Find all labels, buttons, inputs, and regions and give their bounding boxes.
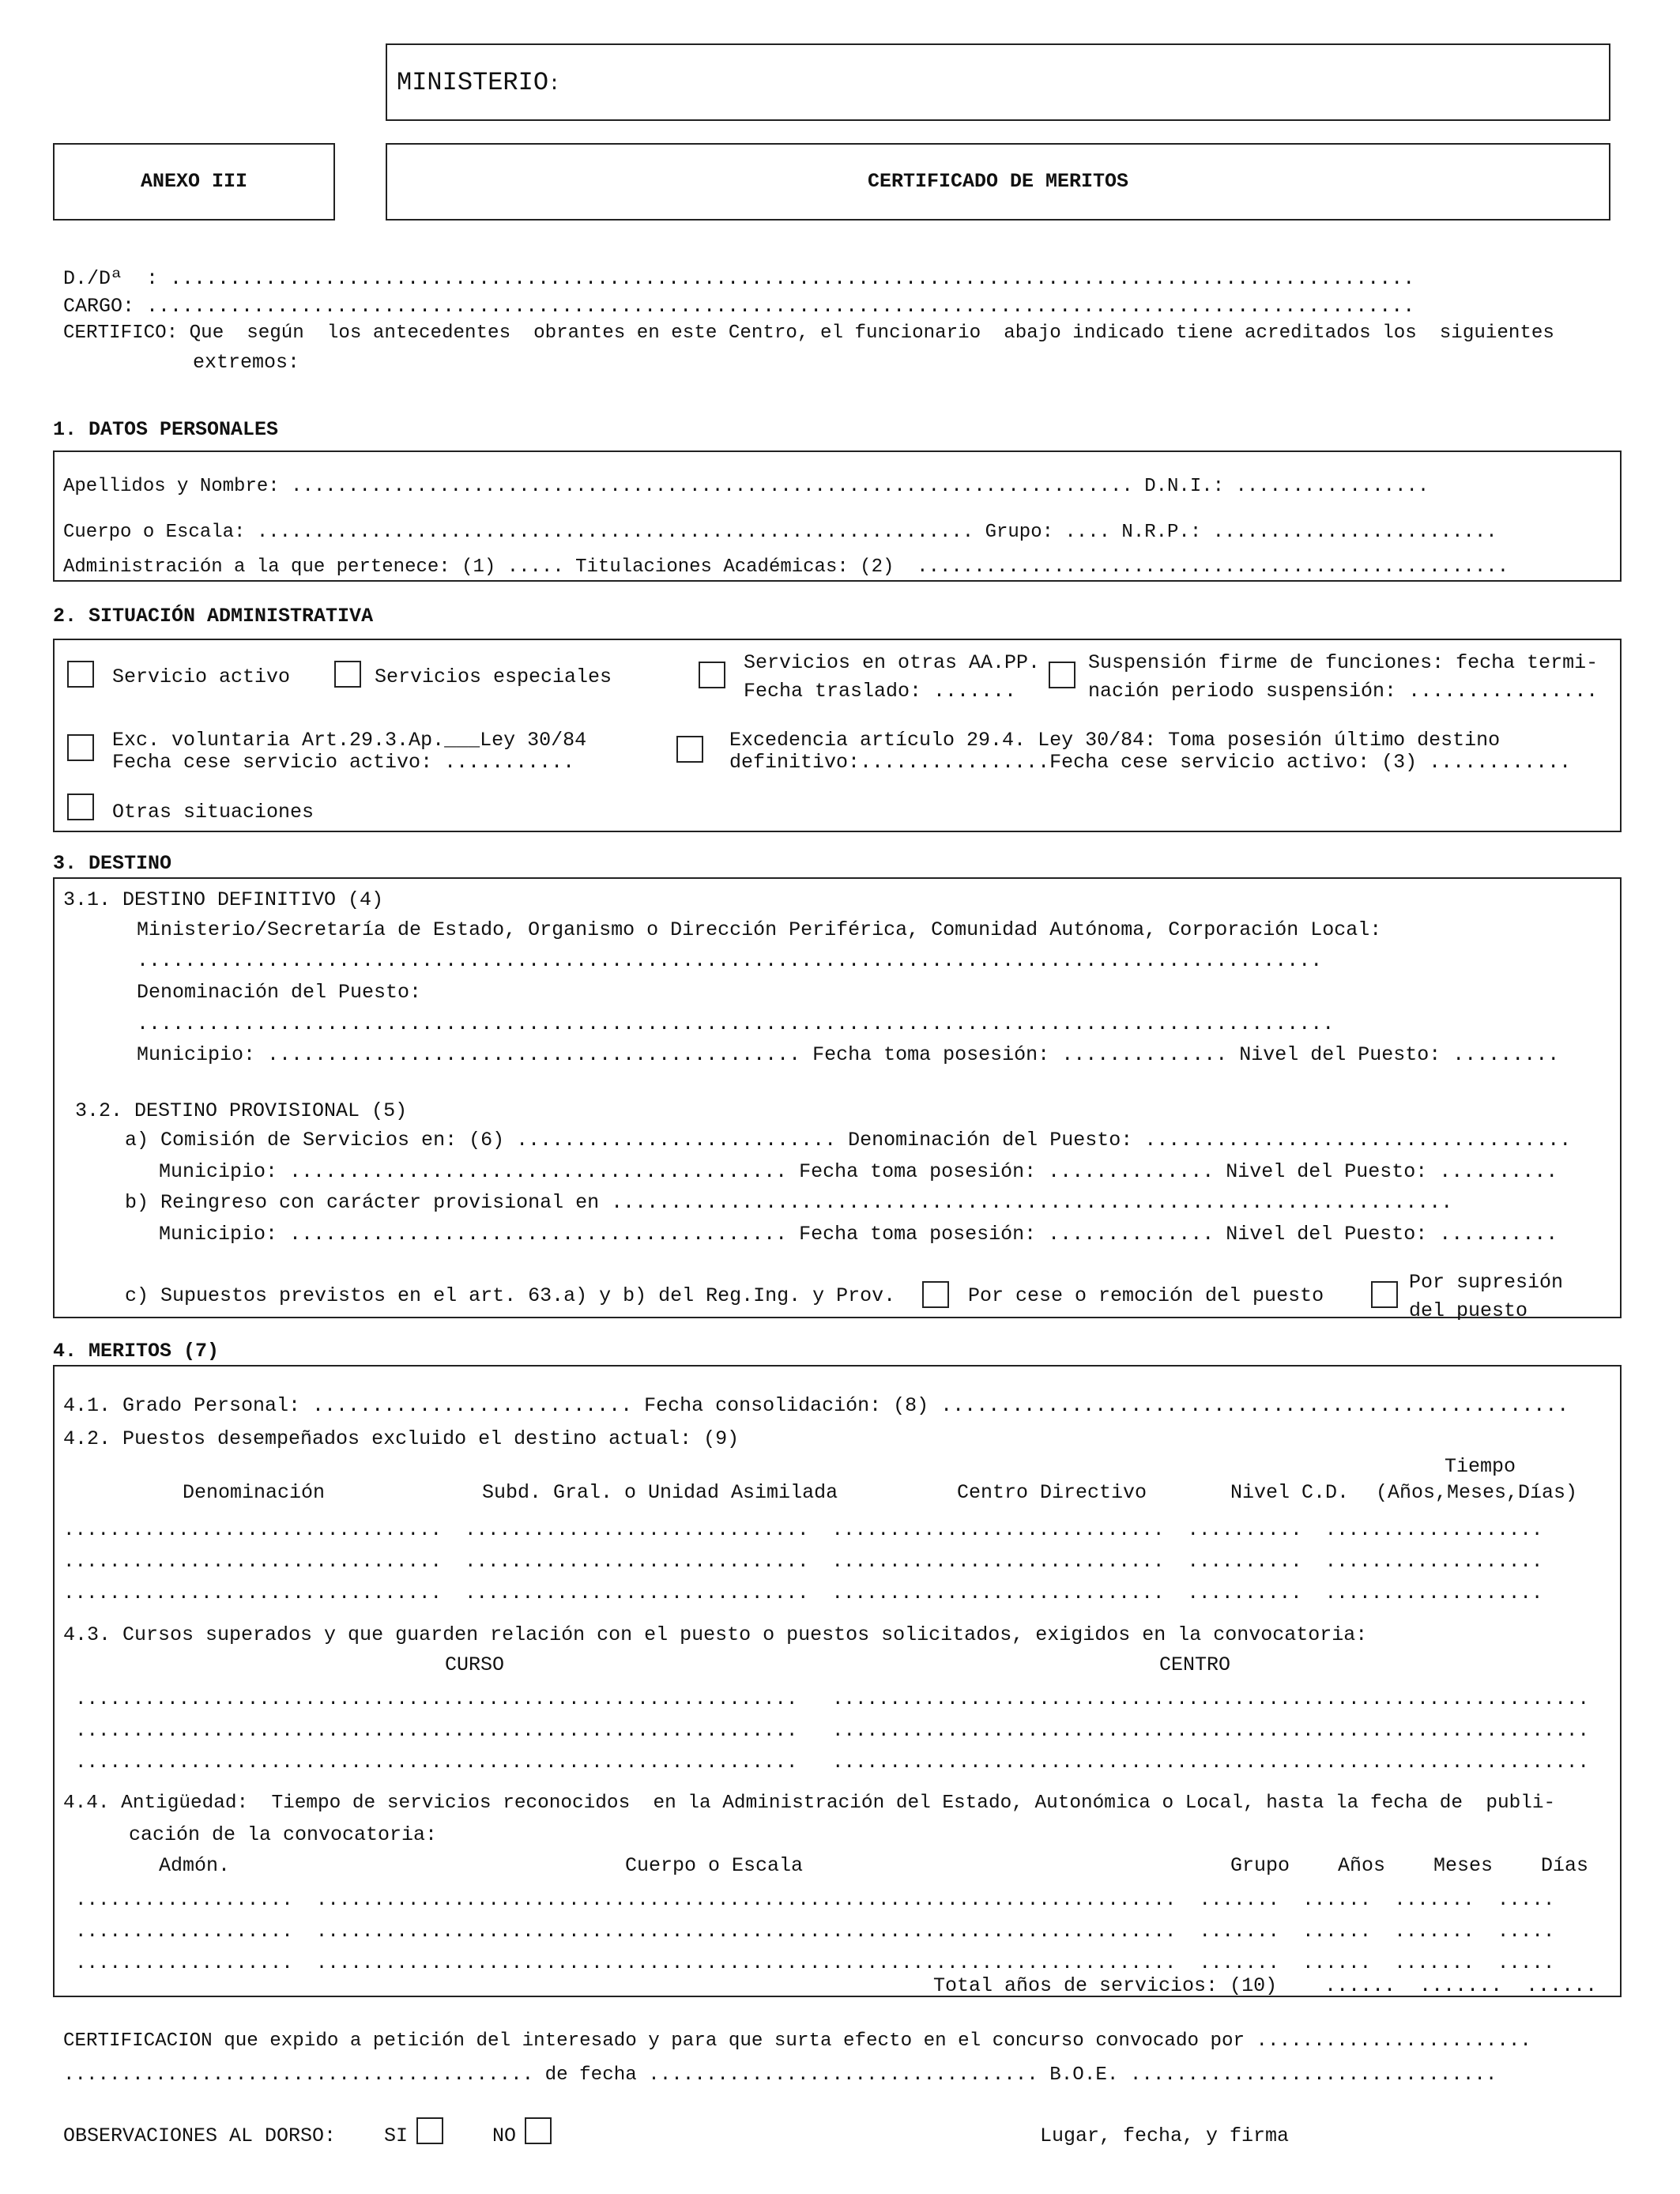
label-por-cese: Por cese o remoción del puesto [968, 1284, 1324, 1307]
anexo-box [53, 143, 335, 221]
title-box [386, 143, 1610, 221]
s3-prov-heading: 3.2. DESTINO PROVISIONAL (5) [75, 1099, 408, 1122]
checkbox-exc-voluntaria[interactable] [67, 734, 94, 761]
col-centro-directivo: Centro Directivo [957, 1481, 1147, 1504]
col-admon: Admón. [159, 1854, 231, 1877]
ministerio-box [386, 43, 1610, 121]
s2-box [53, 639, 1622, 832]
ministerio-label [397, 70, 560, 96]
label-suspension-1: Suspensión firme de funciones: fecha termi- [1088, 651, 1599, 674]
s4-cursos: 4.3. Cursos superados y que guarden relación con el puesto o puestos solicitados, exigidos en la convocatoria: [63, 1623, 1368, 1646]
certificacion-line-2: ......................................... de fecha .................................. B.O.E. ................................ [63, 2064, 1497, 2086]
no-label: NO [492, 2124, 517, 2147]
label-por-supresion-2: del puesto [1409, 1299, 1528, 1322]
dd-line: D./Dª : ......................................................................................................... [63, 267, 1415, 290]
anexo-label: ANEXO III [140, 170, 248, 193]
col-anos: Años [1338, 1854, 1386, 1877]
s1-cuerpo: Cuerpo o Escala: ............................................................... Grupo: .... N.R.P.: ......................... [63, 522, 1497, 543]
col-curso: CURSO [445, 1653, 505, 1676]
page-title: CERTIFICADO DE MERITOS [867, 170, 1129, 193]
s3-prov-a-muni: Municipio: .......................................... Fecha toma posesión: .............. Nivel del Puesto: .......... [159, 1160, 1558, 1183]
s3-def-denom: Denominación del Puesto: [137, 981, 422, 1004]
puestos-row-2: ................................. .............................. ............................. .......... ................... [63, 1551, 1543, 1573]
checkbox-servicio-activo[interactable] [67, 661, 94, 688]
s4-antiguedad-2: cación de la convocatoria: [129, 1823, 438, 1846]
s3-def-dots2: ..................................................................................................... [137, 1012, 1335, 1035]
s3-heading: 3. DESTINO [53, 852, 172, 875]
antig-row-2: ................... ........................................................................... ....... ...... ....... ..... [75, 1921, 1555, 1943]
col-centro-curso: CENTRO [1159, 1653, 1231, 1676]
checkbox-otras-aapp[interactable] [699, 662, 725, 688]
col-denominacion: Denominación [183, 1481, 326, 1504]
s3-def-heading: 3.1. DESTINO DEFINITIVO (4) [63, 888, 384, 911]
cursos-row-1: ............................................................... .................................................................. [75, 1689, 1589, 1710]
label-por-supresion-1: Por supresión [1409, 1271, 1564, 1294]
certifico-cont: extremos: [193, 351, 300, 374]
col-subd: Subd. Gral. o Unidad Asimilada [482, 1481, 838, 1504]
certifico-line: CERTIFICO: Que según los antecedentes obrantes en este Centro, el funcionario abajo indicado tiene acreditados los siguientes [63, 322, 1554, 344]
col-anios-meses-dias: (Años,Meses,Días) [1376, 1481, 1578, 1504]
ministerio-colon: : [548, 73, 561, 96]
s3-prov-b: b) Reingreso con carácter provisional en ....................................................................... [125, 1191, 1453, 1214]
total-anos-servicios: Total años de servicios: (10) ...... ....... ...... [933, 1974, 1598, 1997]
s2-heading: 2. SITUACIÓN ADMINISTRATIVA [53, 605, 374, 628]
col-tiempo: Tiempo [1445, 1455, 1516, 1478]
puestos-row-1: ................................. .............................. ............................. .......... ................... [63, 1520, 1543, 1541]
checkbox-por-supresion[interactable] [1371, 1281, 1398, 1308]
label-servicios-especiales: Servicios especiales [375, 665, 612, 688]
s1-administracion: Administración a la que pertenece: (1) ..... Titulaciones Académicas: (2) .................................................... [63, 556, 1509, 578]
checkbox-servicios-especiales[interactable] [334, 661, 361, 688]
label-excedencia-art-2: definitivo:................Fecha cese servicio activo: (3) ............ [729, 751, 1572, 774]
s4-box [53, 1365, 1622, 1997]
checkbox-suspension[interactable] [1049, 662, 1075, 688]
lugar-fecha-firma: Lugar, fecha, y firma [1040, 2124, 1290, 2147]
label-exc-voluntaria-1: Exc. voluntaria Art.29.3.Ap.___Ley 30/84 [112, 729, 587, 752]
s3-prov-c: c) Supuestos previstos en el art. 63.a) y b) del Reg.Ing. y Prov. [125, 1284, 896, 1307]
col-nivel: Nivel C.D. [1230, 1481, 1350, 1504]
label-excedencia-art-1: Excedencia artículo 29.4. Ley 30/84: Toma posesión último destino [729, 729, 1501, 752]
s4-antiguedad-1: 4.4. Antigüedad: Tiempo de servicios reconocidos en la Administración del Estado, Autonómica o Local, hasta la fecha de publi- [63, 1793, 1556, 1814]
label-suspension-2: nación periodo suspensión: ................ [1088, 680, 1599, 703]
certificacion-line-1: CERTIFICACION que expido a petición del interesado y para que surta efecto en el concurso convocado por ........................ [63, 2030, 1531, 2052]
s4-puestos: 4.2. Puestos desempeñados excluido el destino actual: (9) [63, 1427, 740, 1450]
label-otras-aapp-2: Fecha traslado: ....... [744, 680, 1017, 703]
col-grupo: Grupo [1230, 1854, 1290, 1877]
s3-def-org: Ministerio/Secretaría de Estado, Organismo o Dirección Periférica, Comunidad Autónoma, Corporación Local: [137, 918, 1382, 941]
s4-heading: 4. MERITOS (7) [53, 1340, 220, 1363]
ministerio-text: MINISTERIO [397, 68, 549, 97]
label-exc-voluntaria-2: Fecha cese servicio activo: ........... [112, 751, 575, 774]
observaciones-label: OBSERVACIONES AL DORSO: [63, 2124, 337, 2147]
checkbox-por-cese[interactable] [922, 1281, 949, 1308]
col-meses: Meses [1433, 1854, 1494, 1877]
antig-row-1: ................... ........................................................................... ....... ...... ....... ..... [75, 1890, 1555, 1911]
s3-prov-a: a) Comisión de Servicios en: (6) ........................... Denominación del Puesto: .................................... [125, 1129, 1572, 1152]
checkbox-otras-situaciones[interactable] [67, 794, 94, 820]
col-cuerpo: Cuerpo o Escala [625, 1854, 804, 1877]
label-otras-aapp-1: Servicios en otras AA.PP. [744, 651, 1041, 674]
s4-grado: 4.1. Grado Personal: ........................... Fecha consolidación: (8) ..................................................... [63, 1394, 1569, 1417]
s3-def-dots1: .................................................................................................... [137, 949, 1323, 972]
checkbox-observaciones-si[interactable] [416, 2117, 443, 2144]
cursos-row-2: ............................................................... .................................................................. [75, 1721, 1589, 1742]
s3-def-muni: Municipio: ............................................. Fecha toma posesión: .............. Nivel del Puesto: ......... [137, 1043, 1560, 1066]
label-otras-situaciones: Otras situaciones [112, 801, 315, 824]
cargo-line: CARGO: ........................................................................................................... [63, 295, 1415, 318]
s1-heading: 1. DATOS PERSONALES [53, 418, 279, 441]
s1-box [53, 450, 1622, 582]
s3-prov-b-muni: Municipio: .......................................... Fecha toma posesión: .............. Nivel del Puesto: .......... [159, 1223, 1558, 1246]
cursos-row-3: ............................................................... .................................................................. [75, 1752, 1589, 1774]
puestos-row-3: ................................. .............................. ............................. .......... ................... [63, 1583, 1543, 1604]
checkbox-excedencia-art[interactable] [676, 736, 703, 763]
s1-apellidos: Apellidos y Nombre: .......................................................................... D.N.I.: ................. [63, 476, 1430, 497]
s3-box [53, 877, 1622, 1322]
antig-row-3: ................... ........................................................................... ....... ...... ....... ..... [75, 1953, 1555, 1974]
col-dias: Días [1541, 1854, 1589, 1877]
si-label: SI [384, 2124, 409, 2147]
checkbox-observaciones-no[interactable] [525, 2117, 552, 2144]
label-servicio-activo: Servicio activo [112, 665, 291, 688]
